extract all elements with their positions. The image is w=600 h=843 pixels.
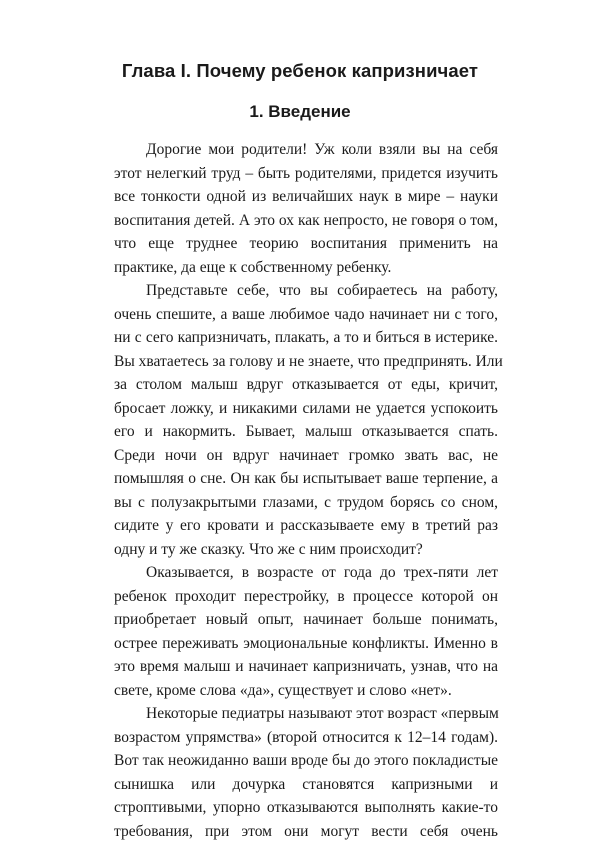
paragraph bbox=[114, 138, 498, 279]
paragraph bbox=[114, 702, 498, 843]
text-line: его и накормить. Бывает, малыш отказывается спать. bbox=[114, 420, 498, 444]
section-title: 1. Введение bbox=[0, 102, 600, 122]
text-line: требования, при этом они могут вести себя очень bbox=[114, 820, 498, 843]
paragraph bbox=[114, 279, 498, 561]
text-line: что еще труднее теорию воспитания применить на bbox=[114, 232, 498, 256]
text-line: строптивыми, упорно отказываются выполнять какие-то bbox=[114, 796, 498, 820]
text-line: это время малыш и начинает капризничать, узнав, что на bbox=[114, 655, 498, 679]
text-line: приобретает новый опыт, начинает больше понимать, bbox=[114, 608, 498, 632]
text-line: Среди ночи он вдруг начинает громко звать вас, не bbox=[114, 444, 498, 468]
text-line: Некоторые педиатры называют этот возраст «первым bbox=[114, 702, 498, 726]
text-line: ни с сего капризничать, плакать, а то и биться в истерике. bbox=[114, 326, 498, 350]
text-line: одну и ту же сказку. Что же с ним происходит? bbox=[114, 538, 498, 562]
text-line: очень спешите, а ваше любимое чадо начинает ни с того, bbox=[114, 303, 498, 327]
text-line: бросает ложку, и никакими силами не удается успокоить bbox=[114, 397, 498, 421]
text-line: все тонкости одной из величайших наук в мире – науки bbox=[114, 185, 498, 209]
body-text bbox=[114, 138, 498, 843]
text-line: за столом малыш вдруг отказывается от еды, кричит, bbox=[114, 373, 498, 397]
text-line: возрастом упрямства» (второй относится к 12–14 годам). bbox=[114, 726, 498, 750]
text-line: практике, да еще к собственному ребенку. bbox=[114, 256, 498, 280]
text-line: острее переживать эмоциональные конфликты. Именно в bbox=[114, 632, 498, 656]
chapter-title: Глава I. Почему ребенок капризничает bbox=[0, 60, 600, 82]
text-line: Вы хватаетесь за голову и не знаете, что предпринять. Или bbox=[114, 350, 498, 374]
text-line: воспитания детей. А это ох как непросто, не говоря о том, bbox=[114, 209, 498, 233]
text-line: сынишка или дочурка становятся капризными и bbox=[114, 773, 498, 797]
paragraph bbox=[114, 561, 498, 702]
text-line: Представьте себе, что вы собираетесь на работу, bbox=[114, 279, 498, 303]
text-line: помышляя о сне. Он как бы испытывает ваше терпение, а bbox=[114, 467, 498, 491]
text-line: свете, кроме слова «да», существует и слово «нет». bbox=[114, 679, 498, 703]
text-line: Оказывается, в возрасте от года до трех-пяти лет bbox=[114, 561, 498, 585]
text-line: Вот так неожиданно ваши вроде бы до этого покладистые bbox=[114, 749, 498, 773]
text-line: вы с полузакрытыми глазами, с трудом борясь со сном, bbox=[114, 491, 498, 515]
text-line: ребенок проходит перестройку, в процессе которой он bbox=[114, 585, 498, 609]
text-line: сидите у его кровати и рассказываете ему в третий раз bbox=[114, 514, 498, 538]
text-line: Дорогие мои родители! Уж коли взяли вы на себя bbox=[114, 138, 498, 162]
text-line: этот нелегкий труд – быть родителями, придется изучить bbox=[114, 162, 498, 186]
